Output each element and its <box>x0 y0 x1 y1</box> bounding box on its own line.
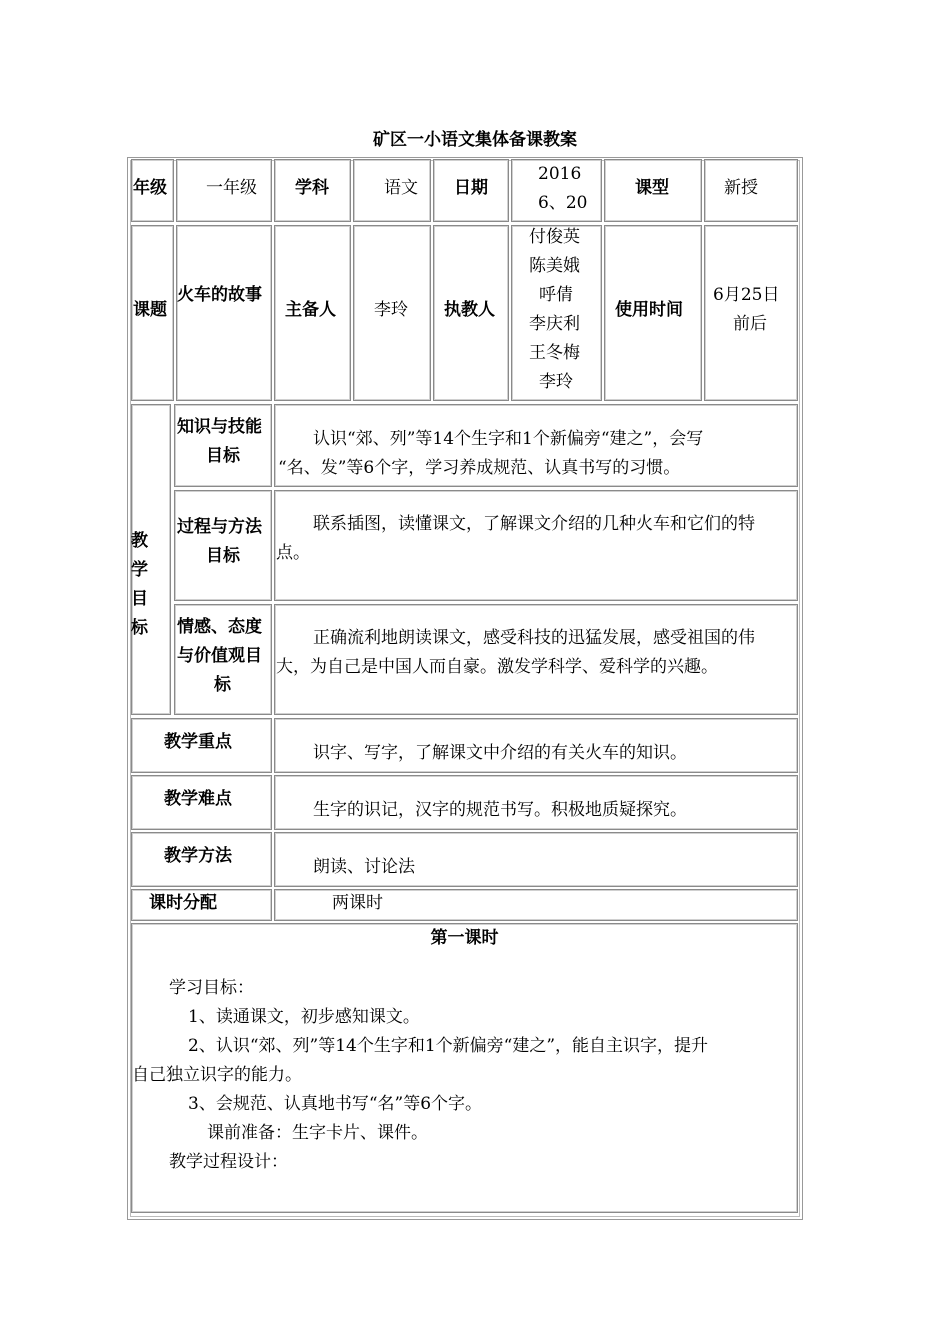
teachers-label-cell <box>433 225 509 401</box>
type-label: 课型 <box>635 178 669 198</box>
first-lesson-heading: 第一课时 <box>430 928 499 948</box>
date-value-cell <box>511 159 602 222</box>
knowledge-label-line-1: 知识与技能 <box>177 417 262 437</box>
difficulty-label: 教学难点 <box>164 789 232 809</box>
key-points-text: 识字、写字，了解课文中介绍的有关火车的知识。 <box>313 743 687 763</box>
topic-value-cell <box>176 225 272 401</box>
teachers-label: 执教人 <box>444 300 495 320</box>
topic-label-cell <box>131 225 174 401</box>
key-points-text-cell <box>274 718 798 773</box>
learning-goals-heading: 学习目标： <box>169 978 254 998</box>
process-text-line-1: 联系插图，读懂课文，了解课文介绍的几种火车和它们的特 <box>313 514 755 534</box>
type-value: 新授 <box>724 178 758 198</box>
process-goal-label-cell <box>174 490 272 601</box>
knowledge-label-line-2: 目标 <box>206 446 240 466</box>
goals-label-char: 标 <box>131 618 148 638</box>
method-label-cell <box>131 832 272 887</box>
teacher-name: 李庆利 <box>529 314 580 334</box>
emotion-goal-text-cell <box>274 604 798 715</box>
teacher-name: 陈美娥 <box>529 256 580 276</box>
teachers-list-cell <box>511 225 602 401</box>
hours-label: 课时分配 <box>149 893 217 913</box>
date-label: 日期 <box>454 178 488 198</box>
lead-value-cell <box>353 225 431 401</box>
subject-value: 语文 <box>384 178 418 198</box>
learning-goal-2: 2、认识“郊、列”等14个生字和1个新偏旁“建之”，能自主识字，提升 <box>188 1036 709 1056</box>
difficulty-label-cell <box>131 775 272 830</box>
time-line-2: 前后 <box>733 314 767 334</box>
learning-goal-3: 3、会规范、认真地书写“名”等6个字。 <box>188 1094 483 1114</box>
method-text: 朗读、讨论法 <box>313 857 415 877</box>
lead-label-cell <box>274 225 351 401</box>
method-label: 教学方法 <box>164 846 232 866</box>
grade-value: 一年级 <box>206 178 257 198</box>
grade-value-cell <box>176 159 272 222</box>
time-line-1: 6月25日 <box>713 285 780 305</box>
subject-label: 学科 <box>295 178 329 198</box>
knowledge-goal-text-cell <box>274 404 798 487</box>
subject-value-cell <box>353 159 431 222</box>
process-goal-text-cell <box>274 490 798 601</box>
process-label-line-1: 过程与方法 <box>177 517 262 537</box>
topic-value: 火车的故事 <box>177 285 262 305</box>
hours-text-cell <box>274 889 798 921</box>
process-text-line-2: 点。 <box>276 543 310 563</box>
method-text-cell <box>274 832 798 887</box>
emotion-text-line-2: 大，为自己是中国人而自豪。激发学科学、爱科学的兴趣。 <box>276 657 718 677</box>
grade-label-cell <box>131 159 174 222</box>
document-title: 矿区一小语文集体备课教案 <box>373 130 577 150</box>
time-label: 使用时间 <box>615 300 683 320</box>
first-lesson-cell <box>131 923 798 1213</box>
difficulty-text-cell <box>274 775 798 830</box>
emotion-goal-label-cell <box>174 604 272 715</box>
subject-label-cell <box>274 159 351 222</box>
date-label-cell <box>433 159 509 222</box>
process-design-heading: 教学过程设计： <box>169 1152 288 1172</box>
teacher-name: 王冬梅 <box>529 343 580 363</box>
key-points-label: 教学重点 <box>164 732 232 752</box>
date-line-1: 2016 <box>538 164 582 184</box>
grade-label: 年级 <box>133 178 167 198</box>
process-label-line-2: 目标 <box>206 546 240 566</box>
time-value-cell <box>704 225 798 401</box>
goals-label-char: 目 <box>131 589 148 609</box>
topic-label: 课题 <box>133 300 167 320</box>
emotion-label-line-1: 情感、态度 <box>177 617 262 637</box>
difficulty-text: 生字的识记，汉字的规范书写。积极地质疑探究。 <box>313 800 687 820</box>
teacher-name: 李玲 <box>539 372 573 392</box>
goals-label-char: 教 <box>131 531 148 551</box>
time-label-cell <box>604 225 702 401</box>
preparation-text: 课前准备：生字卡片、课件。 <box>207 1123 428 1143</box>
type-label-cell <box>604 159 702 222</box>
date-line-2: 6、20 <box>538 193 588 213</box>
learning-goal-1: 1、读通课文，初步感知课文。 <box>188 1007 420 1027</box>
lead-value: 李玲 <box>374 300 408 320</box>
teacher-name: 呼倩 <box>539 285 573 305</box>
teacher-name: 付俊英 <box>529 227 580 247</box>
emotion-label-line-3: 标 <box>214 675 231 695</box>
knowledge-goal-label-cell <box>174 404 272 487</box>
emotion-label-line-2: 与价值观目 <box>177 646 262 666</box>
lead-label: 主备人 <box>285 300 336 320</box>
key-points-label-cell <box>131 718 272 773</box>
knowledge-text-line-1: 认识“郊、列”等14个生字和1个新偏旁“建之”，会写 <box>313 429 704 449</box>
teaching-goals-label-cell <box>131 404 171 715</box>
emotion-text-line-1: 正确流利地朗读课文，感受科技的迅猛发展，感受祖国的伟 <box>313 628 755 648</box>
hours-label-cell <box>131 889 272 921</box>
learning-goal-2-continued: 自己独立识字的能力。 <box>132 1065 302 1085</box>
goals-label-char: 学 <box>131 560 148 580</box>
hours-text: 两课时 <box>332 893 383 913</box>
type-value-cell <box>704 159 798 222</box>
knowledge-text-line-2: “名、发”等6个字，学习养成规范、认真书写的习惯。 <box>278 458 681 478</box>
